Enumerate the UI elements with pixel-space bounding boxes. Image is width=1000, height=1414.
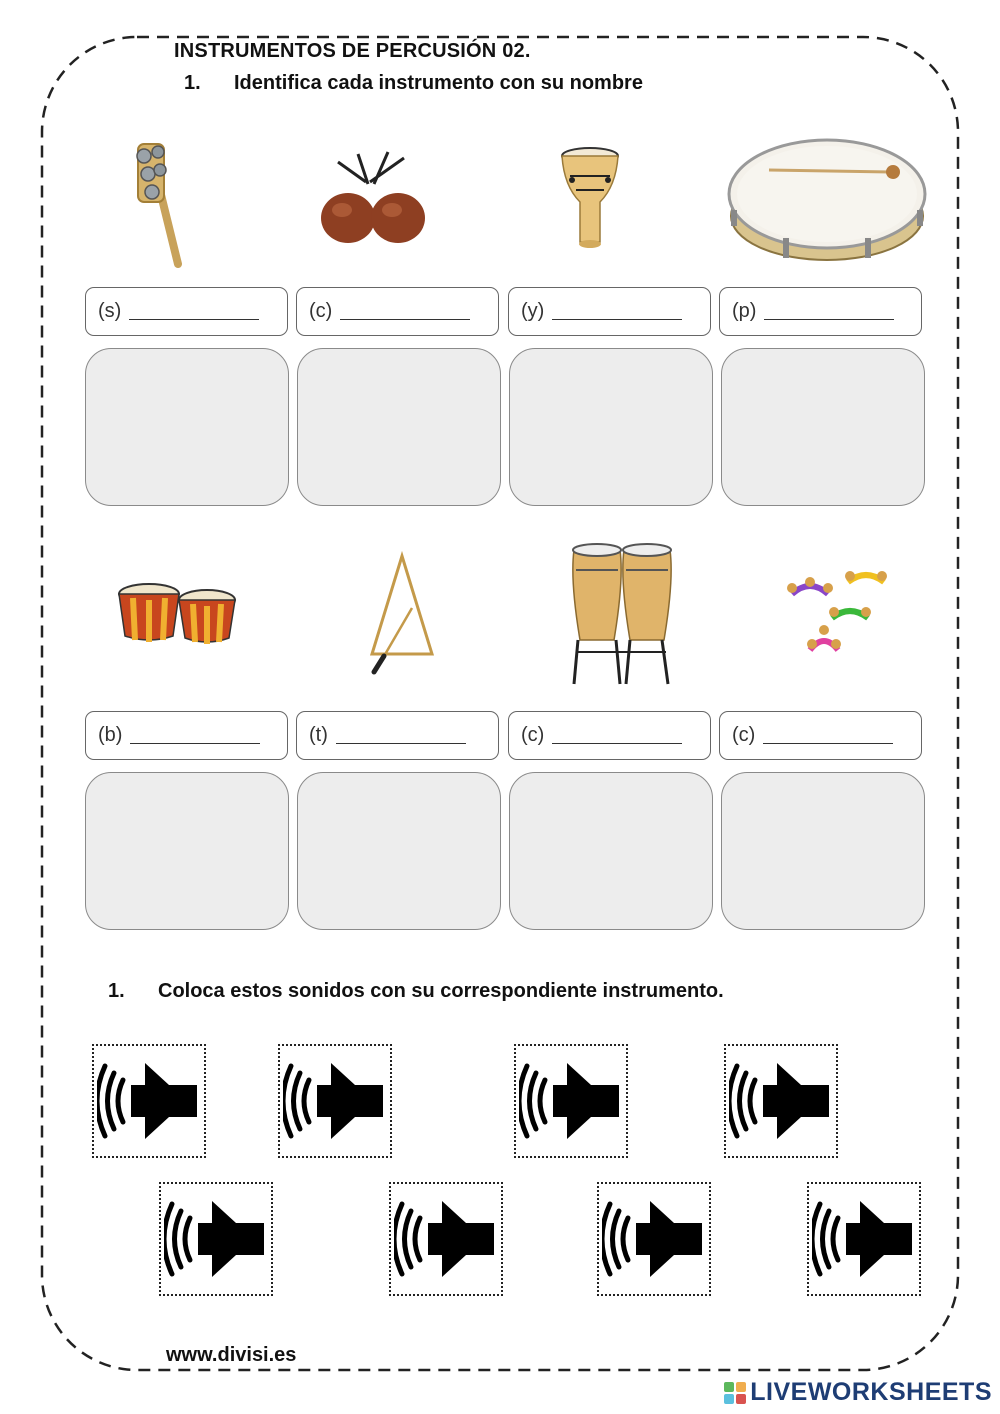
drop-zone-6[interactable] <box>297 772 501 930</box>
djembe-image <box>558 146 622 254</box>
speaker-icon <box>812 1197 916 1281</box>
answer-label-1[interactable]: (s) <box>85 287 288 336</box>
congas-image <box>570 540 680 688</box>
speaker-icon <box>729 1059 833 1143</box>
speaker-icon <box>394 1197 498 1281</box>
triangle-image <box>368 550 438 676</box>
answer-label-6[interactable]: (t) <box>296 711 499 760</box>
answer-label-2[interactable]: (c) <box>296 287 499 336</box>
drop-zone-3[interactable] <box>509 348 713 506</box>
drop-zone-8[interactable] <box>721 772 925 930</box>
instruction-identify: 1. Identifica cada instrumento con su nombre <box>184 72 643 94</box>
sound-button-5[interactable] <box>159 1182 273 1296</box>
sound-button-7[interactable] <box>597 1182 711 1296</box>
answer-label-3[interactable]: (y) <box>508 287 711 336</box>
answer-label-4[interactable]: (p) <box>719 287 922 336</box>
sound-button-1[interactable] <box>92 1044 206 1158</box>
sound-button-2[interactable] <box>278 1044 392 1158</box>
drop-zone-5[interactable] <box>85 772 289 930</box>
liveworksheets-logo-icon <box>724 1382 746 1404</box>
worksheet-title: INSTRUMENTOS DE PERCUSIÓN 02. <box>174 40 531 62</box>
hand-bells-toys-image <box>782 564 892 664</box>
bongos-image <box>115 580 241 646</box>
speaker-icon <box>602 1197 706 1281</box>
speaker-icon <box>164 1197 268 1281</box>
sound-button-4[interactable] <box>724 1044 838 1158</box>
brand-name: LIVEWORKSHEETS <box>750 1378 992 1406</box>
answer-label-8[interactable]: (c) <box>719 711 922 760</box>
drop-zone-2[interactable] <box>297 348 501 506</box>
speaker-icon <box>97 1059 201 1143</box>
liveworksheets-brand[interactable] <box>724 1378 992 1407</box>
sound-button-8[interactable] <box>807 1182 921 1296</box>
answer-label-5[interactable]: (b) <box>85 711 288 760</box>
instruction-sounds: 1. Coloca estos sonidos con su correspondiente instrumento. <box>108 980 724 1002</box>
answer-label-7[interactable]: (c) <box>508 711 711 760</box>
speaker-icon <box>283 1059 387 1143</box>
drop-zone-4[interactable] <box>721 348 925 506</box>
speaker-icon <box>519 1059 623 1143</box>
sleigh-bells-stick-image <box>130 140 190 270</box>
castanets-image <box>318 148 428 248</box>
drop-zone-1[interactable] <box>85 348 289 506</box>
footer-url: www.divisi.es <box>166 1344 297 1366</box>
sound-button-6[interactable] <box>389 1182 503 1296</box>
hand-drum-pandero-image <box>725 136 929 266</box>
drop-zone-7[interactable] <box>509 772 713 930</box>
sound-button-3[interactable] <box>514 1044 628 1158</box>
